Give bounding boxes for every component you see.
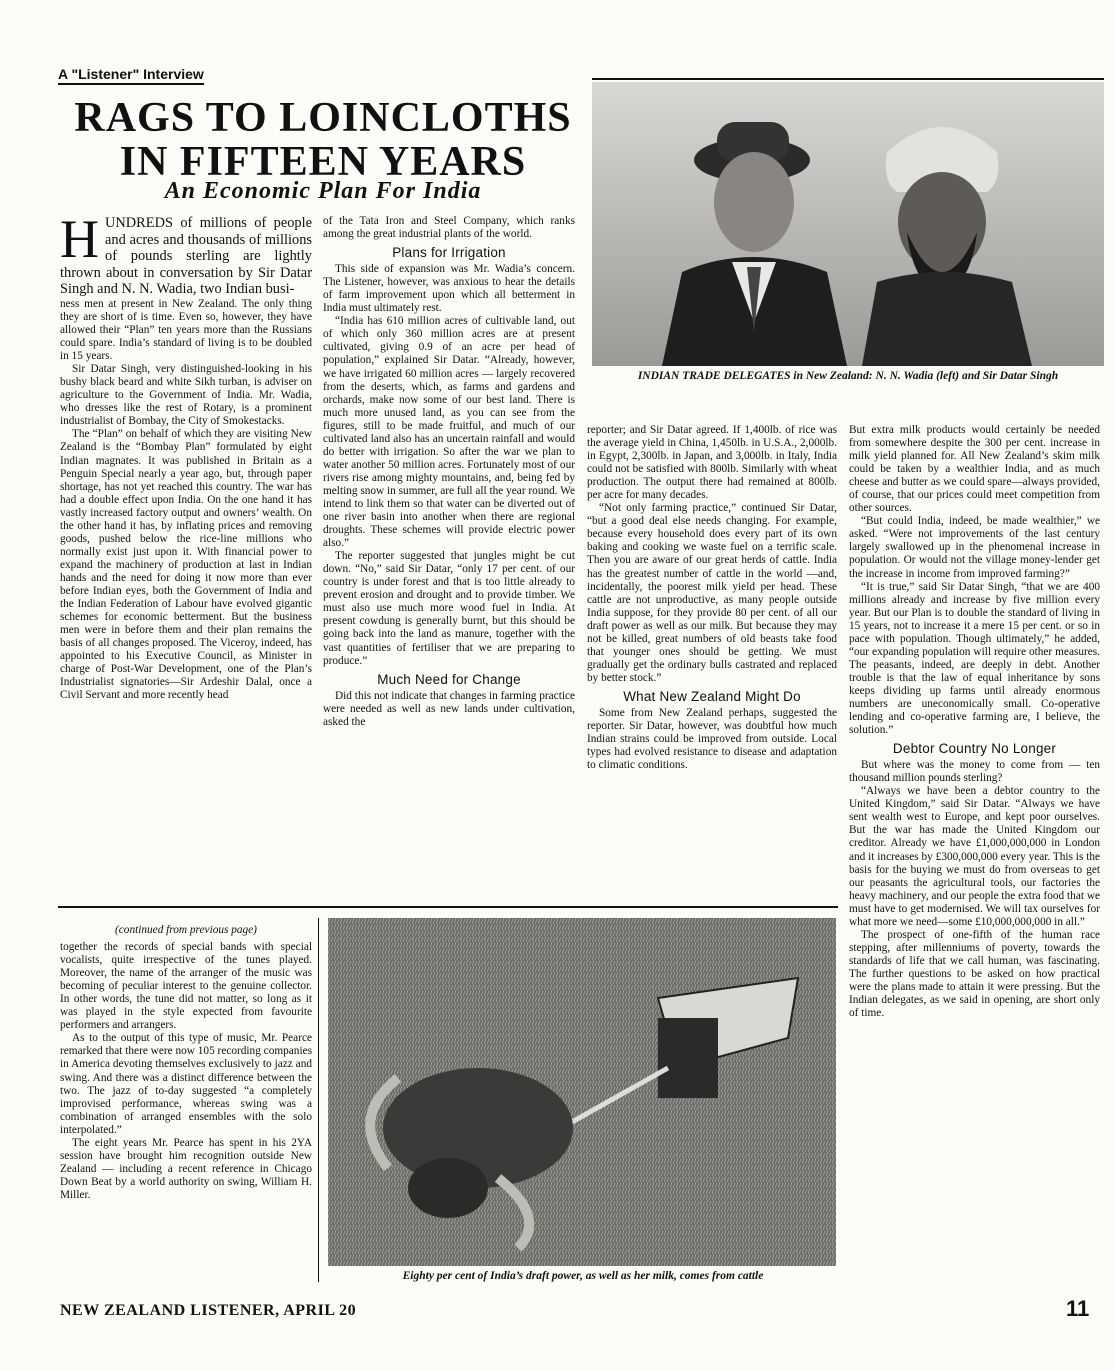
paragraph: Did this not indicate that changes in farming practice were needed as well as new lands under cultivation, asked the: [323, 689, 575, 728]
section-divider: [58, 906, 838, 908]
paragraph: The eight years Mr. Pearce has spent in his 2YA session have brought him recognition outside New Zealand — including a recent reference in Chicago Down Beat by a world authority on swing, William H. Miller.: [60, 1136, 312, 1201]
paragraph: “But could India, indeed, be made wealthier,” we asked. “Were not improvements of the last century largely swallowed up in the phenomenal increase in population. Or would not the village money-lender get the increase in income from improved farming?”: [849, 515, 1100, 580]
column-4: [849, 424, 1100, 1294]
paragraph: “India has 610 million acres of cultivable land, out of which only 360 million acres are at present cultivated, giving 0.9 of an acre per head of population,” explained Sir Datar. “Already, however, we have irrigated 60 million acres — largely recovered from the deserts, which, as farms and gardens and orchards, make now some of our best land. There is much more unused land, as you can see from the figures, still to be made fruitful, and much of our cultivated land also has an uncertain rainfall and would do better with irrigation. So after the war we plan to water another 50 million acres. Fortunately most of our rivers rise among mighty mountains, and, being fed by melting snow in summer, are full all the year round. We intend to link them so that water can be diverted out of one river basin into another when there are regional droughts. These schemes will provide electric power also.”: [323, 315, 575, 550]
page-number: 11: [1066, 1296, 1090, 1321]
delegates-photo-caption: INDIAN TRADE DELEGATES in New Zealand: N. N. Wadia (left) and Sir Datar Singh: [637, 370, 1059, 382]
paragraph: of the Tata Iron and Steel Company, which ranks among the great industrial plants of the world.: [323, 215, 575, 241]
photo-top-rule: [592, 78, 1104, 80]
footer-publication: NEW ZEALAND LISTENER, APRIL 20: [60, 1302, 357, 1319]
column-2: [323, 215, 575, 895]
cattle-photo-caption: Eighty per cent of India’s draft power, as well as her milk, comes from cattle: [402, 1270, 764, 1282]
paragraph: Some from New Zealand perhaps, suggested the reporter. Sir Datar, however, was doubtful how much Indian strains could be improved from outside. Local types had evolved resistance to disease and adaptation to climatic conditions.: [587, 706, 837, 772]
paragraph: ness men at present in New Zealand. The only thing they are short of is time. Even so, however, they have allowed their “Plan” ten years more than the Russians could spare. India’s standard of living is to be doubled in 15 years.: [60, 297, 312, 363]
paragraph: together the records of special bands with special vocalists, quite irrespective of the tunes played. Moreover, the name of the arranger of the music was becoming of peculiar interest to the genuine collector. In other words, the tune did not matter, so long as it was played in the style expected from favourite performers and arrangers.: [60, 941, 312, 1032]
section-heading-debtor: Debtor Country No Longer: [892, 741, 1057, 757]
continued-note: (continued from previous page): [115, 924, 257, 936]
continued-column: [60, 924, 312, 1284]
headline-line-1: RAGS TO LOINCLOTHS: [74, 95, 572, 141]
paragraph: As to the output of this type of music, Mr. Pearce remarked that there were now 105 recording companies in America devoting themselves exclusively to jazz and swing. And there was a distinct difference between the two. The jazz of to-day suggested “a completely improvised performance, whereas swing was a combination of arranged ensembles with the solo interpolated.”: [60, 1032, 312, 1136]
cattle-photo: [328, 918, 836, 1266]
paragraph: reporter; and Sir Datar agreed. If 1,400lb. of rice was the average yield in China, 1,450lb. in U.S.A., 2,000lb. in Egypt, 2,300lb. in Japan, and 3,000lb. in Italy, India could not be satisfied with 800lb. Similarly with wheat production. The output there had remained at 800lb. per acre for many decades.: [587, 424, 837, 502]
delegates-photo-graphic: [592, 82, 1104, 366]
paragraph: “Always we have been a debtor country to the United Kingdom,” said Sir Datar. “Always we have sent wealth west to Europe, and kept poor ourselves. But the war has made the United Kingdom our creditor. Already we have £1,000,000,000 in London and it increases by £300,000,000 every year. This is the basis for the buying we must do from overseas to get our peasants the agricultural tools, our factories the heavy machinery, and our people the extra food that we must have to get modernised. We will tax ourselves for what more we need—some £10,000,000,000 in all.”: [849, 785, 1100, 928]
lead-paragraph: HUNDREDS of millions of people and acres and thousands of millions of pounds sterling are lightly thrown about in conversation by Sir Datar Singh and N. N. Wadia, two Indian busi-: [60, 209, 312, 298]
paragraph: The reporter suggested that jungles might be cut down. “No,” said Sir Datar, “only 17 per cent. of our country is under forest and that is too little already to prevent erosion and drought and to provide timber. We must also use much more wood fuel in India. At present cowdung is generally burnt, but this should be going back into the land as manure, together with the vast quantities of fertiliser that we are preparing to produce.”: [323, 550, 575, 667]
kicker: A "Listener" Interview: [58, 66, 204, 85]
headline: [56, 96, 590, 184]
delegates-photo: [592, 82, 1104, 366]
paragraph: The prospect of one-fifth of the human race stepping, after millenniums of poverty, towards the standards of life that we call human, was fascinating. The further questions to be asked on how practical were the plans made to attain it were pressing. But the Indian delegates, as we said in opening, are short only of time.: [849, 928, 1100, 1020]
cattle-photo-graphic: [328, 918, 836, 1266]
drop-cap: H: [60, 209, 99, 269]
paragraph: “Not only farming practice,” continued Sir Datar, “but a good deal else needs changing. For example, because every household does every part of its own baking and cooking we waste fuel on a terrific scale. Then you are aware of our great herds of cattle. India has the greatest number of cattle in the world —and, incidentally, the poorest milk yield per head. These cattle are not unproductive, as many people outside India suppose, for they provide 80 per cent. of all our draft power as well as our milk. But because they may not be killed, great numbers of old beasts take food that younger ones should be getting. We must gradually get the ordinary bulls castrated and replaced by better stock.”: [587, 502, 837, 684]
paragraph: But extra milk products would certainly be needed from somewhere despite the 300 per cent. increase in milk yield planned for. All New Zealand’s skim milk could be taken by a wealthier India, and as much cheese and butter as we could spare—always provided, of course, that our prices could meet competition from other sources.: [849, 424, 1100, 515]
section-heading-new-zealand: What New Zealand Might Do: [623, 688, 801, 704]
column-1: [60, 209, 312, 895]
paragraph: Sir Datar Singh, very distinguished-looking in his bushy black beard and white Sikh turban, is adviser on agriculture to the Government of India. Mr. Wadia, who dresses like the rest of Rotary, is a prominent industrialist of Bombay, the City of Smokestacks.: [60, 363, 312, 428]
column-3: [587, 424, 837, 914]
paragraph: This side of expansion was Mr. Wadia’s concern. The Listener, however, was anxious to hear the details of farm improvement upon which all betterment in India must ultimately rest.: [323, 263, 575, 315]
section-heading-irrigation: Plans for Irrigation: [392, 245, 506, 261]
headline-line-2: IN FIFTEEN YEARS: [119, 139, 527, 185]
paragraph: “It is true,” said Sir Datar Singh, “that we are 400 millions already and increase by five million every year. But our Plan is to double the standard of living in 15 years, not to increase it a mere 15 per cent. or so in pace with population. Though ultimately,” he added, “our expanding population will require other measures. The peasants, indeed, are deeply in debt. Another trouble is that the law of equal inheritance by sons keeps dividing up farms until already enormous numbers are uneconomically small. Co-operative lending and co-operative farming are, I believe, the solution.”: [849, 580, 1100, 737]
subheadline: An Economic Plan For India: [164, 178, 482, 204]
paragraph: The “Plan” on behalf of which they are visiting New Zealand is the “Bombay Plan” formulated by eight Indian magnates. It was published in Britain as a Penguin Special nearly a year ago, but, through paper shortage, has not yet reached this country. The war has had a double effect upon India. On the one hand it has vastly increased factory output and owners’ wealth. On the other hand it has, by inflating prices and removing goods, pushed below the rice-line millions who normally exist just upon it. With financial power to expand the machinery of production at last in Indian hands and the need for doing it now more than ever before Indian eyes, both the Government of India and the Indian Federation of Labour have evolved gigantic schemes for economic betterment. But the business men were in before them and their plan remains the basis of all changes proposed. The Viceroy, indeed, has appointed to his Executive Council, as Minister in charge of Post-War Development, one of the Plan’s Industrialist signatories—Sir Ardeshir Dalal, once a Civil Servant and more recently head: [60, 428, 312, 702]
paragraph: But where was the money to come from — ten thousand million pounds sterling?: [849, 759, 1100, 785]
column-rule: [318, 918, 319, 1282]
section-heading-change: Much Need for Change: [377, 671, 521, 687]
